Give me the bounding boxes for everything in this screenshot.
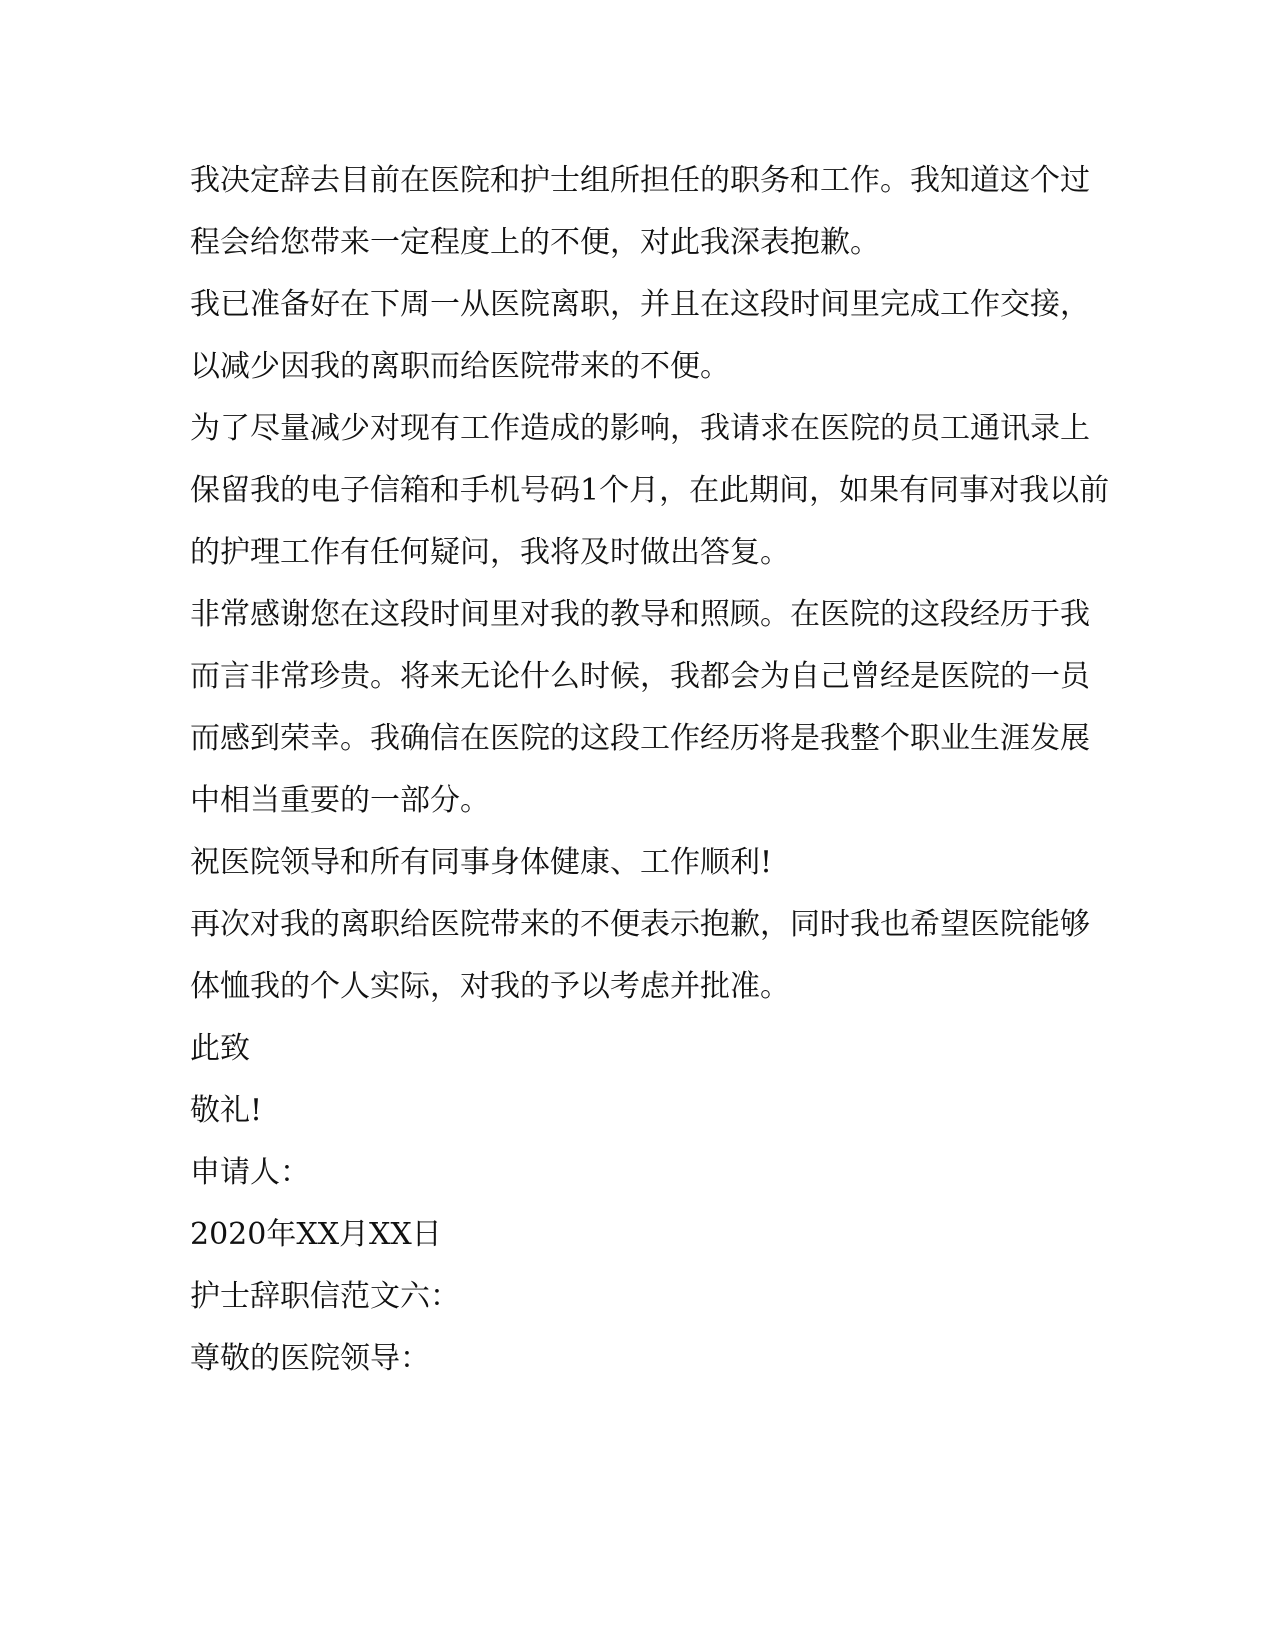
closing-line: 敬礼! (190, 1093, 263, 1128)
paragraph-line: 的护理工作有任何疑问，我将及时做出答复。 (190, 535, 790, 570)
date-line: 2020年XX月XX日 (190, 1217, 442, 1252)
section-heading: 护士辞职信范文六： (190, 1279, 460, 1314)
paragraph-line: 中相当重要的一部分。 (190, 783, 490, 818)
paragraph-line: 体恤我的个人实际，对我的予以考虑并批准。 (190, 969, 790, 1004)
paragraph-line: 为了尽量减少对现有工作造成的影响，我请求在医院的员工通讯录上 (190, 411, 1090, 446)
paragraph-line: 而感到荣幸。我确信在医院的这段工作经历将是我整个职业生涯发展 (190, 721, 1090, 756)
paragraph-line: 再次对我的离职给医院带来的不便表示抱歉，同时我也希望医院能够 (190, 907, 1090, 942)
paragraph-line: 而言非常珍贵。将来无论什么时候，我都会为自己曾经是医院的一员 (190, 659, 1090, 694)
paragraph-line: 我已准备好在下周一从医院离职，并且在这段时间里完成工作交接， (190, 287, 1090, 322)
applicant-line: 申请人： (190, 1155, 310, 1190)
closing-line: 此致 (190, 1031, 250, 1066)
paragraph-line: 程会给您带来一定程度上的不便，对此我深表抱歉。 (190, 225, 880, 260)
paragraph-line: 非常感谢您在这段时间里对我的教导和照顾。在医院的这段经历于我 (190, 597, 1090, 632)
paragraph-line: 以减少因我的离职而给医院带来的不便。 (190, 349, 730, 384)
document-body (190, 150, 1110, 1390)
salutation-line: 尊敬的医院领导： (190, 1341, 430, 1376)
paragraph-line: 祝医院领导和所有同事身体健康、工作顺利! (190, 845, 773, 880)
paragraph-line: 保留我的电子信箱和手机号码1个月，在此期间，如果有同事对我以前 (190, 473, 1110, 508)
paragraph-line: 我决定辞去目前在医院和护士组所担任的职务和工作。我知道这个过 (190, 163, 1090, 198)
